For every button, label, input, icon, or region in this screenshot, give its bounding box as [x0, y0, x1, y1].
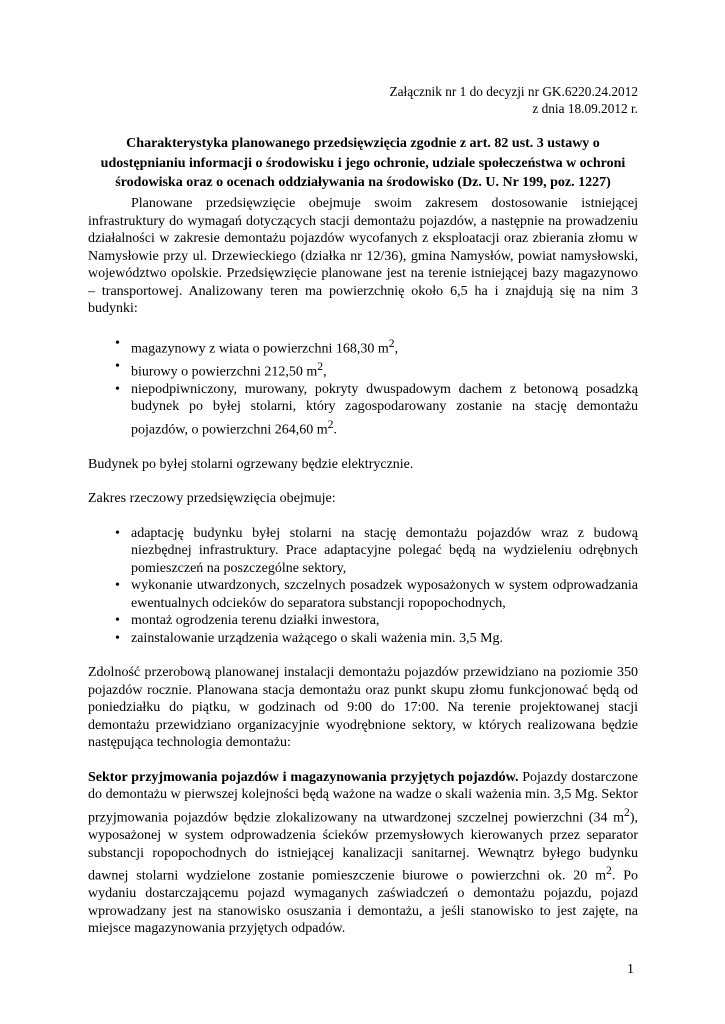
bullet-icon: •	[115, 613, 120, 629]
intro-paragraph: Planowane przedsięwzięcie obejmuje swoim zakresem dostosowanie istniejącej infrastruktury do wymagań dotyczących stacji demontażu pojazdów, a następnie na prowadzeniu działalności w zakresie demontażu pojazdów wycofanych z eksploatacji oraz zbierania złomu w Namysłowie przy ul. Drzewieckiego (działka nr 12/36), gmina Namysłów, powiat namysłowski, województwo opolskie. Przedsięwzięcie planowane jest na terenie istniejącej bazy magazynowo – transportowej. Analizowany teren ma powierzchnię około 6,5 ha i znajdują się na nim 3 budynki:	[88, 196, 638, 316]
bullet-icon: •	[115, 335, 120, 351]
buildings-list	[88, 335, 638, 439]
attachment-header	[389, 83, 638, 117]
list-item: • zainstalowanie urządzenia ważącego o skali ważenia min. 3,5 Mg.	[115, 630, 504, 646]
bullet-icon: •	[115, 578, 120, 594]
list-item: • montaż ogrodzenia terenu działki inwestora,	[115, 613, 380, 629]
bullet-icon: •	[115, 630, 120, 646]
page-number: 1	[627, 962, 634, 977]
bullet-icon: •	[115, 381, 120, 397]
document-title: Charakterystyka planowanego przedsięwzięcia zgodnie z art. 82 ust. 3 ustawy o udostępnianiu informacji o środowisku i jego ochronie, udziale społeczeństwa w ochroni środowiska oraz o ocenach oddziaływania na środowisko (Dz. U. Nr 199, poz. 1227)	[100, 136, 626, 190]
attachment-date: z dnia 18.09.2012 r.	[532, 101, 638, 116]
list-item: • niepodpiwniczony, murowany, pokryty dwuspadowym dachem z betonową posadzką budynek po byłej stolarni, który zagospodarowany zostanie na stację demontażu pojazdów, o powierzchni 264,60 $m^2$.	[115, 381, 638, 438]
scope-list	[88, 525, 638, 648]
list-item: • biurowy o powierzchni 212,50 $m^2$,	[115, 358, 327, 380]
attachment-reference: Załącznik nr 1 do decyzji nr GK.6220.24.2012	[389, 84, 638, 99]
bullet-icon: •	[115, 525, 120, 541]
capacity-paragraph: Zdolność przerobową planowanej instalacji demontażu pojazdów przewidziano na poziomie 350 pojazdów rocznie. Planowana stacja demontażu oraz punkt skupu złomu funkcjonować będą od poniedziałku do piątku, w godzinach od 9:00 do 17:00. Na terenie projektowanej stacji demontażu przewidziano organizacyjnie wyodrębnione sektory, w których realizowana będzie następująca technologia demontażu:	[88, 665, 638, 751]
document-body	[88, 195, 638, 938]
list-item: • wykonanie utwardzonych, szczelnych posadzek wyposażonych w system odprowadzania ewentualnych odcieków do separatora substancji ropopochodnych,	[115, 578, 638, 611]
scope-intro: Zakres rzeczowy przedsięwzięcia obejmuje:	[88, 491, 336, 507]
heating-paragraph: Budynek po byłej stolarni ogrzewany będzie elektrycznie.	[88, 456, 414, 472]
bullet-icon: •	[115, 358, 120, 374]
list-item: • adaptację budynku byłej stolarni na stację demontażu pojazdów wraz z budową niezbędnej infrastruktury. Prace adaptacyjne polegać będą na wydzieleniu odrębnych pomieszczeń na poszczególne sektory,	[115, 525, 638, 576]
sector-heading: Sektor przyjmowania pojazdów i magazynowania przyjętych pojazdów.	[88, 769, 519, 785]
sector-paragraph: Sektor przyjmowania pojazdów i magazynowania przyjętych pojazdów. Pojazdy dostarczone do demontażu w pierwszej kolejności będą ważone na wadze o skali ważenia min. 3,5 Mg. Sektor przyjmowania pojazdów będzie zlokalizowany na utwardzonej szczelnej powierzchni (34 $m^2$), wyposażonej w system odprowadzenia ścieków przemysłowych kierowanych przez separator substancji ropopochodnych do istniejącej kanalizacji sanitarnej. Wewnątrz byłego budynku dawnej stolarni wydzielone zostanie pomieszczenie biurowe o powierzchni ok. 20 $m^2$. Po wydaniu dostarczającemu pojazd wymaganych zaświadczeń o demontażu pojazdu, pojazd wprowadzany jest na stanowisko osuszania i demontażu, a jeśli stanowisko to jest zajęte, na miejsce magazynowania przyjętych odpadów.	[88, 769, 638, 937]
list-item: • magazynowy z wiata o powierzchni 168,30 $m^2$,	[115, 335, 399, 357]
